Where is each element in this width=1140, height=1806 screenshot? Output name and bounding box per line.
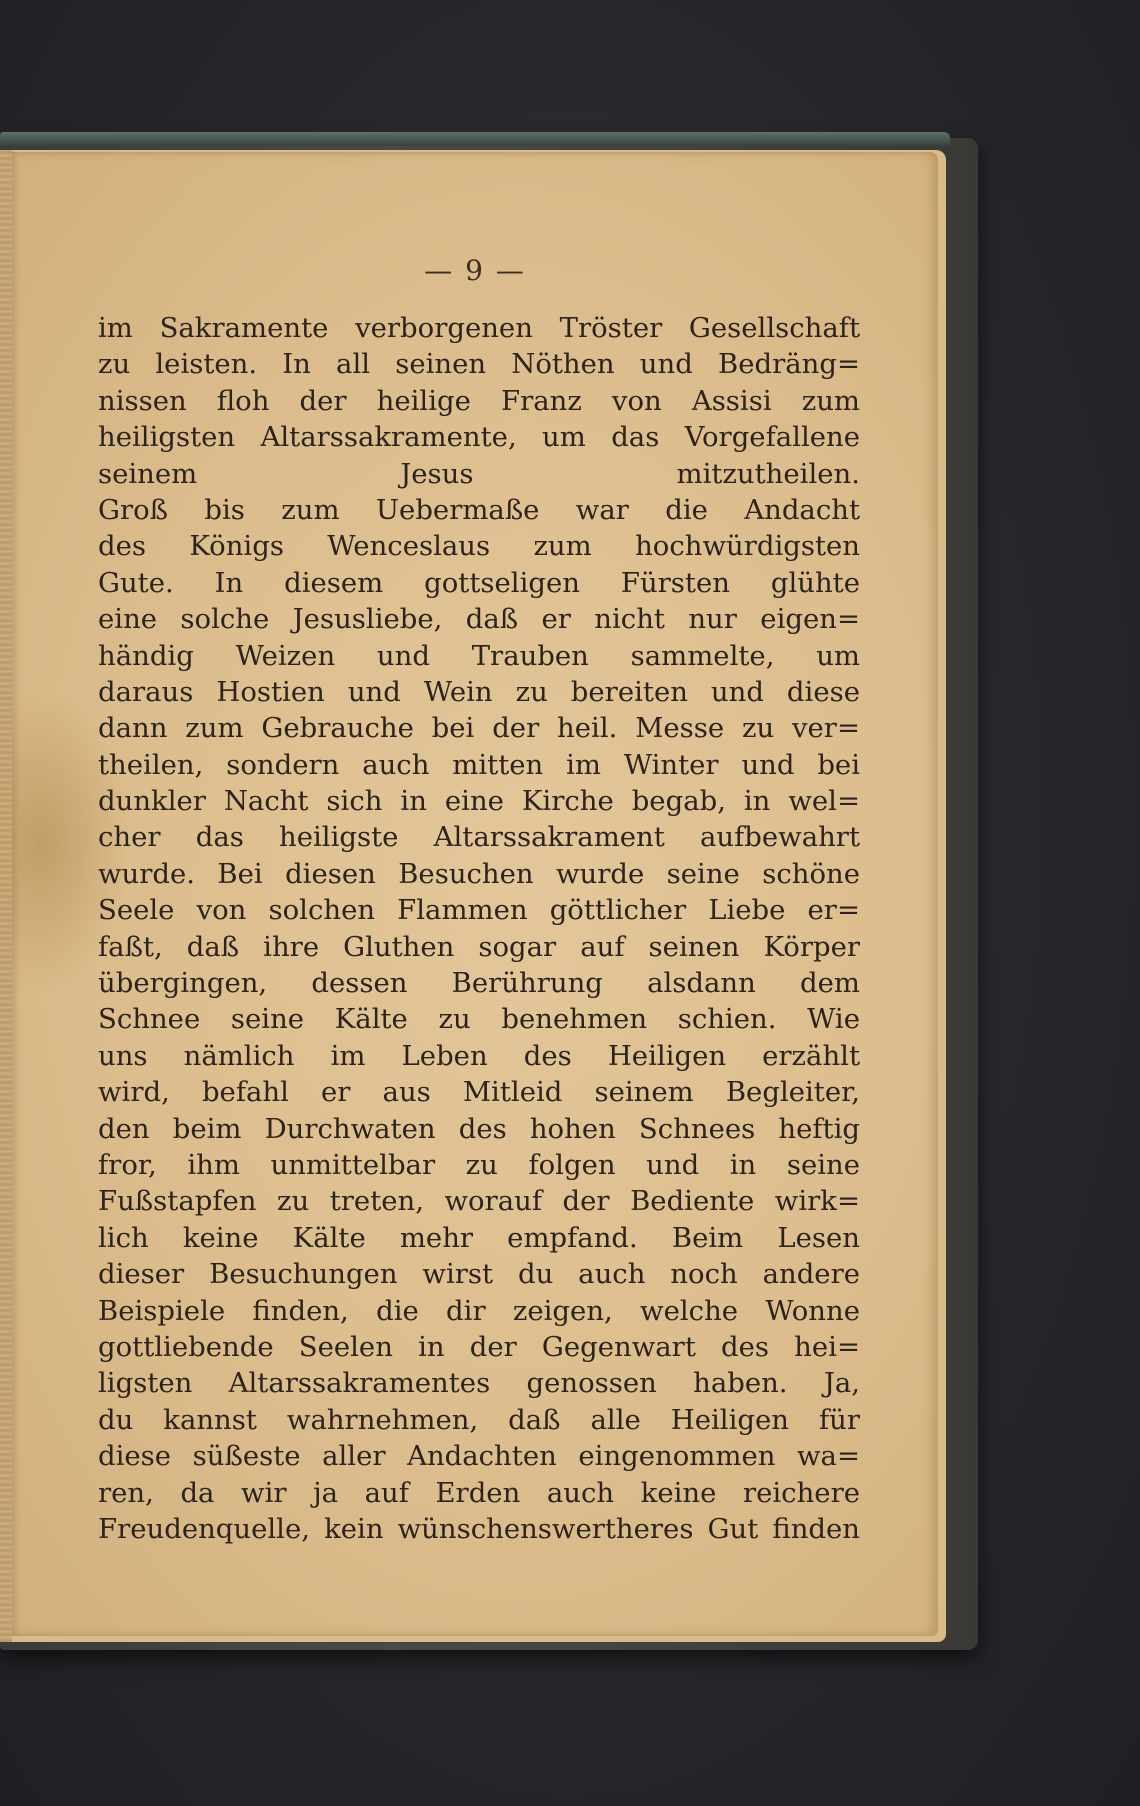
text-line: Gute. In diesem gottseligen Fürsten glühte <box>98 566 860 599</box>
text-line: diese süßeste aller Andachten eingenommen wa= <box>98 1440 860 1473</box>
page-edges <box>0 150 12 1642</box>
text-line: ren, da wir ja auf Erden auch keine reichere <box>98 1476 860 1509</box>
text-line: ligsten Altarssakramentes genossen haben. Ja, <box>98 1367 860 1400</box>
text-line: wurde. Bei diesen Besuchen wurde seine schöne <box>98 857 860 890</box>
text-line: nissen floh der heilige Franz von Assisi zum <box>98 384 860 417</box>
text-line: uns nämlich im Leben des Heiligen erzählt <box>98 1039 860 1072</box>
text-line: zu leisten. In all seinen Nöthen und Bedräng= <box>98 348 860 381</box>
book-page <box>12 152 938 1636</box>
text-line: dann zum Gebrauche bei der heil. Messe zu ver= <box>98 712 860 745</box>
text-line: du kannst wahrnehmen, daß alle Heiligen für <box>98 1403 860 1436</box>
text-line: cher das heiligste Altarssakrament aufbewahrt <box>98 821 860 854</box>
text-line: den beim Durchwaten des hohen Schnees heftig <box>98 1112 860 1145</box>
text-line: gottliebende Seelen in der Gegenwart des hei= <box>98 1330 860 1363</box>
page-number: — 9 — <box>424 254 526 287</box>
text-line: Freudenquelle, kein wünschenswertheres Gut finden <box>98 1512 860 1545</box>
text-line: dieser Besuchungen wirst du auch noch andere <box>98 1258 860 1291</box>
text-line: seinem Jesus mitzutheilen. <box>98 457 860 490</box>
text-line: übergingen, dessen Berührung alsdann dem <box>98 967 860 1000</box>
text-line: im Sakramente verborgenen Tröster Gesellschaft <box>98 312 860 344</box>
text-line: heiligsten Altarssakramente, um das Vorgefallene <box>98 421 860 454</box>
book-cover-top-edge <box>0 132 950 146</box>
text-line: händig Weizen und Trauben sammelte, um <box>98 639 860 672</box>
page-text <box>98 310 860 1547</box>
text-line: theilen, sondern auch mitten im Winter und bei <box>98 748 860 781</box>
text-line: fror, ihm unmittelbar zu folgen und in seine <box>98 1148 860 1181</box>
text-line: daraus Hostien und Wein zu bereiten und diese <box>98 675 860 708</box>
text-line: Seele von solchen Flammen göttlicher Liebe er= <box>98 894 860 927</box>
text-line: faßt, daß ihre Gluthen sogar auf seinen Körper <box>98 930 860 963</box>
text-line: Beispiele finden, die dir zeigen, welche Wonne <box>98 1294 860 1327</box>
text-line: Groß bis zum Uebermaße war die Andacht <box>98 493 860 526</box>
text-line: Schnee seine Kälte zu benehmen schien. Wie <box>98 1003 860 1036</box>
text-line: wird, befahl er aus Mitleid seinem Begleiter, <box>98 1076 860 1109</box>
text-line: dunkler Nacht sich in eine Kirche begab, in wel= <box>98 785 860 818</box>
text-line: Fußstapfen zu treten, worauf der Bediente wirk= <box>98 1185 860 1218</box>
text-line: des Königs Wenceslaus zum hochwürdigsten <box>98 530 860 563</box>
text-line: lich keine Kälte mehr empfand. Beim Lesen <box>98 1221 860 1254</box>
text-line: eine solche Jesusliebe, daß er nicht nur eigen= <box>98 603 860 636</box>
